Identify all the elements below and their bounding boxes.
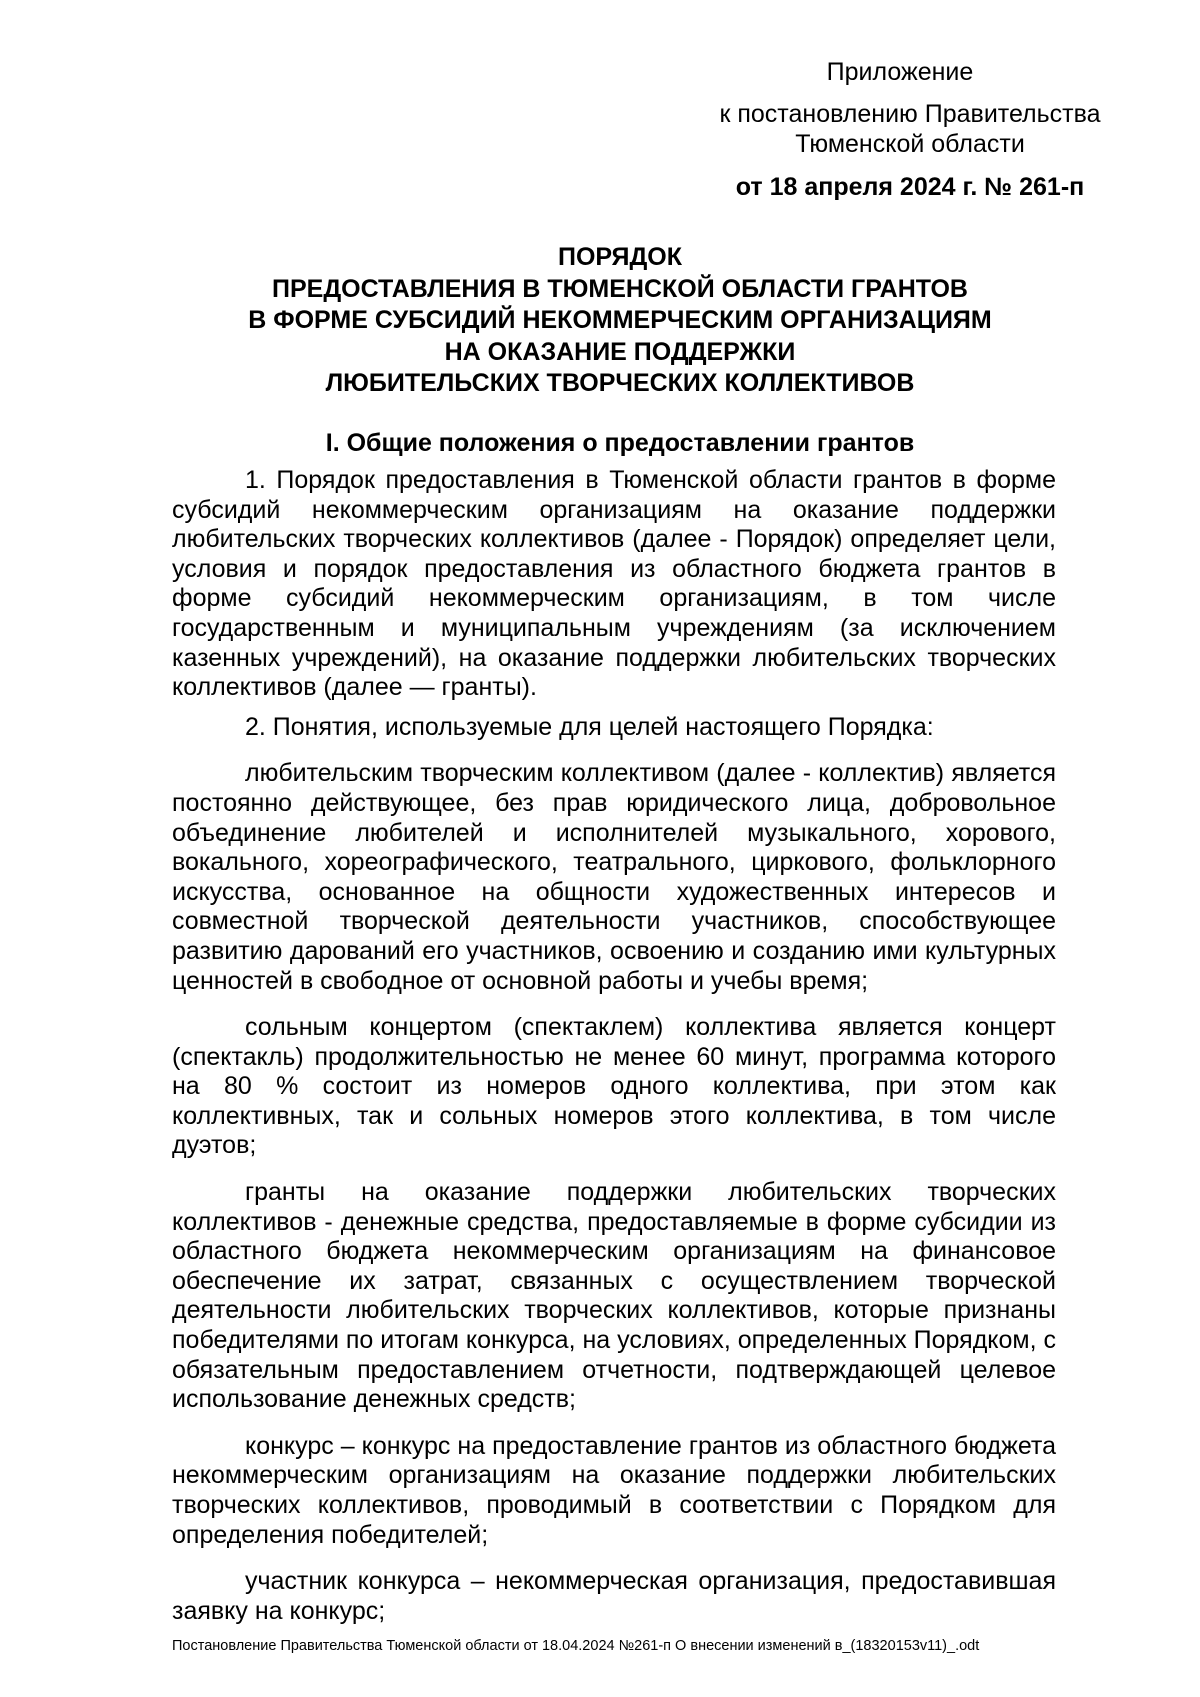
paragraph: конкурс – конкурс на предоставление грантов из областного бюджета некоммерческим организациям на оказание поддержки любительских творческих коллективов, проводимый в соответствии с Порядком для определения победителей;	[172, 1431, 1056, 1549]
appendix-label: Приложение	[826, 58, 974, 86]
decree-reference: от 18 апреля 2024 г. № 261-п	[735, 173, 1085, 201]
paragraph: любительским творческим коллективом (далее - коллектив) является постоянно действующее, без прав юридического лица, добровольное объединение любителей и исполнителей музыкального, хорового, вокального, хореографического, театрального, циркового, фольклорного искусства, основанное на общности художественных интересов и совместной творческой деятельности участников, способствующее развитию дарований его участников, освоению и созданию ими культурных ценностей в свободное от основной работы и учебы время;	[172, 759, 1056, 995]
appendix-region-line: Тюменской области	[795, 130, 1025, 158]
paragraph: участник конкурса – некоммерческая организация, предоставившая заявку на конкурс;	[172, 1567, 1056, 1625]
paragraph: 1. Порядок предоставления в Тюменской области грантов в форме субсидий некоммерческим организациям на оказание поддержки любительских творческих коллективов (далее - Порядок) определяет цели, условия и порядок предоставления из областного бюджета грантов в форме субсидий некоммерческим организациям, в том числе государственным и муниципальным учреждениям (за исключением казенных учреждений), на оказание поддержки любительских творческих коллективов (далее — гранты).	[172, 466, 1056, 702]
document-title	[170, 242, 1070, 400]
document-body	[172, 466, 1056, 1626]
title-line: ЛЮБИТЕЛЬСКИХ ТВОРЧЕСКИХ КОЛЛЕКТИВОВ	[325, 369, 915, 397]
section-heading: I. Общие положения о предоставлении грантов	[325, 429, 915, 457]
title-line: ПОРЯДОК	[558, 243, 682, 271]
title-line: ПРЕДОСТАВЛЕНИЯ В ТЮМЕНСКОЙ ОБЛАСТИ ГРАНТОВ	[272, 274, 968, 303]
title-line: НА ОКАЗАНИЕ ПОДДЕРЖКИ	[444, 337, 796, 366]
paragraph: 2. Понятия, используемые для целей настоящего Порядка:	[245, 712, 934, 741]
appendix-resolution-line: к постановлению Правительства	[719, 100, 1101, 128]
title-line: В ФОРМЕ СУБСИДИЙ НЕКОММЕРЧЕСКИМ ОРГАНИЗАЦИЯМ	[248, 306, 992, 334]
paragraph: гранты на оказание поддержки любительских творческих коллективов - денежные средства, предоставляемые в форме субсидии из областного бюджета некоммерческим организациям на финансовое обеспечение их затрат, связанных с осуществлением творческой деятельности любительских творческих коллективов, которые признаны победителями по итогам конкурса, на условиях, определенных Порядком, с обязательным предоставлением отчетности, подтверждающей целевое использование денежных средств;	[172, 1178, 1056, 1414]
page-footer: Постановление Правительства Тюменской области от 18.04.2024 №261-п О внесении изменений в_(18320153v11)_.odt	[172, 1638, 980, 1654]
paragraph: сольным концертом (спектаклем) коллектива является концерт (спектакль) продолжительностью не менее 60 минут, программа которого на 80 % состоит из номеров одного коллектива, при этом как коллективных, так и сольных номеров этого коллектива, в том числе дуэтов;	[172, 1013, 1056, 1160]
